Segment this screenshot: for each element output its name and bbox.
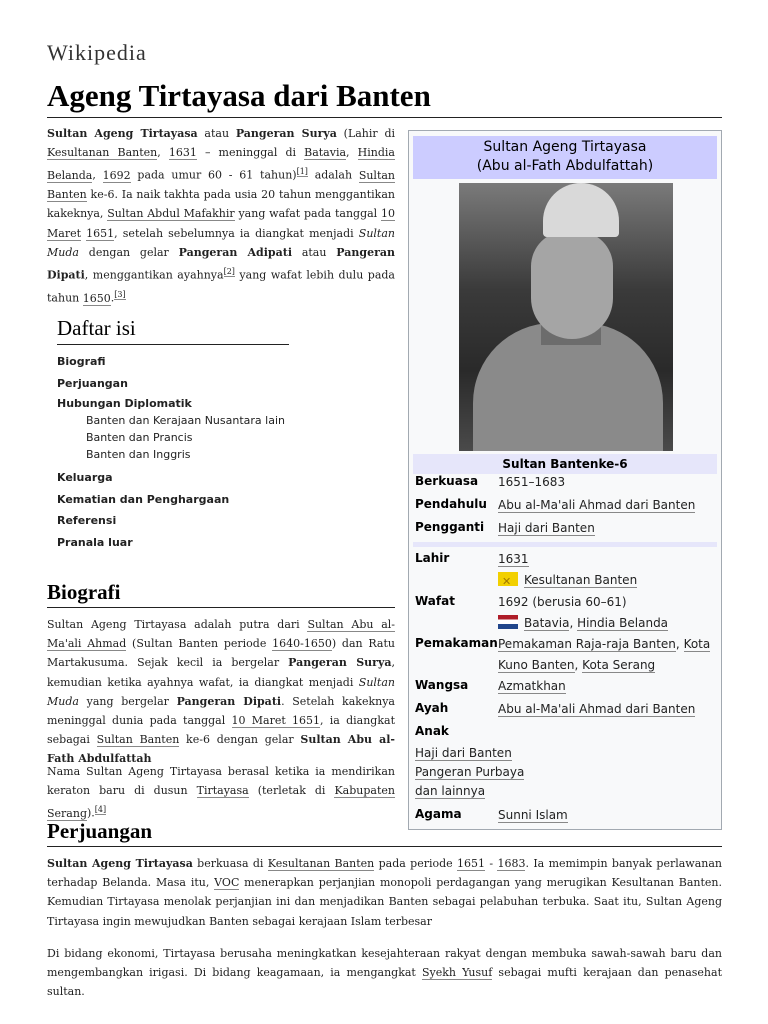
link-1683[interactable]: 1683 — [497, 857, 526, 870]
link-anak-haji[interactable]: Haji dari Banten — [415, 746, 512, 760]
link-batavia[interactable]: Batavia — [304, 146, 347, 160]
toc-subitem-inggris[interactable]: Banten dan Inggris — [86, 448, 191, 461]
link-1692[interactable]: 1692 — [102, 169, 131, 183]
toc-item-hubungan-diplomatik[interactable] — [57, 396, 297, 463]
portrait-image[interactable] — [459, 183, 673, 451]
link-1651[interactable]: 1651 — [86, 226, 115, 240]
link-kesultanan-banten[interactable]: Kesultanan Banten — [267, 857, 375, 870]
link-ayah[interactable]: Abu al-Ma'ali Ahmad dari Banten — [498, 702, 696, 716]
portrait-hat — [543, 183, 619, 237]
infobox-separator — [413, 542, 717, 547]
toc-item-perjuangan[interactable]: Perjuangan — [57, 376, 128, 390]
heading-perjuangan: Perjuangan — [47, 819, 722, 847]
link-sultan-banten[interactable]: Sultan Banten — [47, 169, 396, 202]
link-anak-lainnya[interactable]: dan lainnya — [415, 784, 486, 798]
ref-4[interactable]: [4] — [94, 805, 107, 815]
intro-paragraph: Sultan Ageng Tirtayasa atau Pangeran Surya (Lahir di Kesultanan Banten, 1631 – meninggal di Batavia, Hindia Belanda, 1692 pada umur 60 - 61 tahun)[1] adalah Sultan Banten ke-6. Ia naik takhta pada usia 20 tahun menggantikan kakeknya, Sultan Abdul Mafakhir yang wafat pada tanggal 10 Maret 1651, setelah sebelumnya ia diangkat menjadi Sultan Muda dengan gelar Pangeran Adipati atau Pangeran Dipati, menggantikan ayahnya[2] yang wafat lebih dulu pada tahun 1650.[3] — [47, 127, 396, 305]
kesultanan-banten-flag-icon — [498, 572, 518, 586]
link-syekh-yusuf[interactable]: Syekh Yusuf — [421, 966, 493, 980]
netherlands-flag-icon — [498, 615, 518, 629]
toc-item-biografi[interactable]: Biografi — [57, 355, 106, 368]
perjuangan-paragraph-2: Di bidang ekonomi, Tirtayasa berusaha meningkatkan kesejahteraan rakyat dengan membuka sawah-sawah baru dan mengembangkan irigasi. Di bidang keagamaan, ia mengangkat Syekh Yusuf sebagai mufti kerajaan dan penasehat sultan. — [47, 947, 722, 999]
toc-subitem-nusantara[interactable]: Banten dan Kerajaan Nusantara lain — [86, 414, 285, 427]
toc-item-keluarga[interactable]: Keluarga — [57, 471, 113, 484]
wikipedia-logo[interactable]: Wikipedia — [47, 40, 147, 65]
link-kota-serang[interactable]: Kota Serang — [582, 658, 656, 672]
link-sultan-banten[interactable]: Sultan Banten — [96, 733, 180, 747]
toc-item-referensi[interactable]: Referensi — [57, 514, 117, 527]
toc-item-kematian[interactable]: Kematian dan Penghargaan — [57, 492, 230, 506]
table-of-contents — [57, 316, 297, 555]
link-kota-kuno-banten[interactable]: Kota Kuno Banten — [498, 637, 711, 672]
link-kesultanan-banten[interactable]: Kesultanan Banten — [47, 146, 158, 160]
biografi-paragraph-1: Sultan Ageng Tirtayasa adalah putra dari Sultan Abu al-Ma'ali Ahmad (Sultan Banten periode 1640-1650) dan Ratu Martakusuma. Sejak kecil ia bergelar Pangeran Surya, kemudian ketika ayahnya wafat, ia diangkat menjadi Sultan Muda yang bergelar Pangeran Dipati. Setelah kakeknya meninggal dunia pada tanggal 10 Maret 1651, ia diangkat sebagai Sultan Banten ke-6 dengan gelar Sultan Abu al-Fath Abdulfattah — [47, 618, 395, 766]
link-1650[interactable]: 1650 — [82, 291, 111, 305]
link-1631[interactable]: 1631 — [168, 146, 197, 160]
link-pengganti[interactable]: Haji dari Banten — [498, 521, 595, 535]
perjuangan-paragraph-1: Sultan Ageng Tirtayasa berkuasa di Kesultanan Banten pada periode 1651 - 1683. Ia memimpin banyak perlawanan terhadap Belanda. Masa itu, VOC menerapkan perjanjian monopoli perdagangan yang merugikan Kesultanan Banten. Kemudian Tirtayasa menolak perjanjian ini dan menjadikan Banten sebagai pelabuhan terbuka. Saat itu, Sultan Ageng Tirtayasa ingin mewujudkan Banten sebagai kerajaan Islam terbesar — [47, 857, 722, 928]
toc-title: Daftar isi — [57, 316, 289, 345]
ref-3[interactable]: [3] — [114, 289, 126, 299]
link-azmatkhan[interactable]: Azmatkhan — [498, 679, 566, 693]
link-tirtayasa[interactable]: Tirtayasa — [196, 784, 249, 798]
link-hindia-belanda[interactable]: Hindia Belanda — [577, 616, 669, 630]
toc-item-pranala-luar[interactable]: Pranala luar — [57, 535, 133, 549]
ref-2[interactable]: [2] — [223, 267, 235, 277]
infobox-subheader: Sultan Bantenke-6 — [413, 454, 717, 474]
page-title: Ageng Tirtayasa dari Banten — [47, 78, 431, 113]
link-anak-purbaya[interactable]: Pangeran Purbaya — [415, 765, 525, 779]
link-voc[interactable]: VOC — [214, 876, 240, 890]
heading-biografi: Biografi — [47, 580, 395, 608]
bold-text: Sultan Ageng Tirtayasa — [47, 127, 198, 140]
infobox-title: Sultan Ageng Tirtayasa (Abu al-Fath Abdulfattah) — [413, 136, 717, 179]
link-lahir-place[interactable]: Kesultanan Banten — [524, 573, 638, 587]
toc-item-label: Hubungan Diplomatik — [57, 397, 192, 410]
link-lahir-year[interactable]: 1631 — [498, 552, 529, 566]
link-hindia-belanda[interactable]: Hindia Belanda — [47, 146, 395, 183]
bold-text: Pangeran Surya — [235, 127, 337, 140]
link-sultan-abu-al-maali[interactable]: Sultan Abu al-Ma'ali Ahmad — [47, 618, 395, 651]
link-periode-1640-1650[interactable]: 1640-1650 — [272, 637, 332, 651]
infobox: Sultan Ageng Tirtayasa (Abu al-Fath Abdulfattah) Sultan Bantenke-6 Berkuasa 1651–1683 Pendahulu Abu al-Ma'ali Ahmad dari Banten Pengganti Haji dari Banten Lahir 1631 ✕Kesultanan Banten Wafat 1692 (berusia 60–61) Batavia, Hindia Belanda Pemakaman Pemakaman Raja-raja Banten, Kota Kuno Banten, Kota Serang Wangsa Azmatkhan Ayah Abu al-Ma'ali Ahmad dari Banten Anak Haji dari Banten Pangeran Purbaya dan lainnya Agama Sunni Islam — [408, 130, 722, 830]
link-sunni-islam[interactable]: Sunni Islam — [498, 808, 568, 822]
portrait-face — [531, 231, 613, 339]
link-10-maret-1651[interactable]: 10 Maret 1651 — [231, 714, 321, 728]
title-divider — [47, 117, 722, 118]
link-10-maret[interactable]: 10 Maret — [47, 207, 396, 240]
link-pendahulu[interactable]: Abu al-Ma'ali Ahmad dari Banten — [498, 498, 696, 512]
link-kabupaten-serang[interactable]: Kabupaten Serang — [47, 784, 395, 821]
toc-subitem-prancis[interactable]: Banten dan Prancis — [86, 431, 193, 444]
biografi-paragraph-2: Nama Sultan Ageng Tirtayasa berasal ketika ia mendirikan keraton baru di dusun Tirtayasa (terletak di Kabupaten Serang).[4] — [47, 765, 395, 821]
link-batavia[interactable]: Batavia — [524, 616, 570, 630]
ref-1[interactable]: [1] — [296, 167, 308, 177]
link-pemakaman-raja[interactable]: Pemakaman Raja-raja Banten — [498, 637, 676, 651]
link-sultan-abdul-mafakhir[interactable]: Sultan Abdul Mafakhir — [107, 207, 235, 221]
link-1651[interactable]: 1651 — [457, 857, 486, 870]
